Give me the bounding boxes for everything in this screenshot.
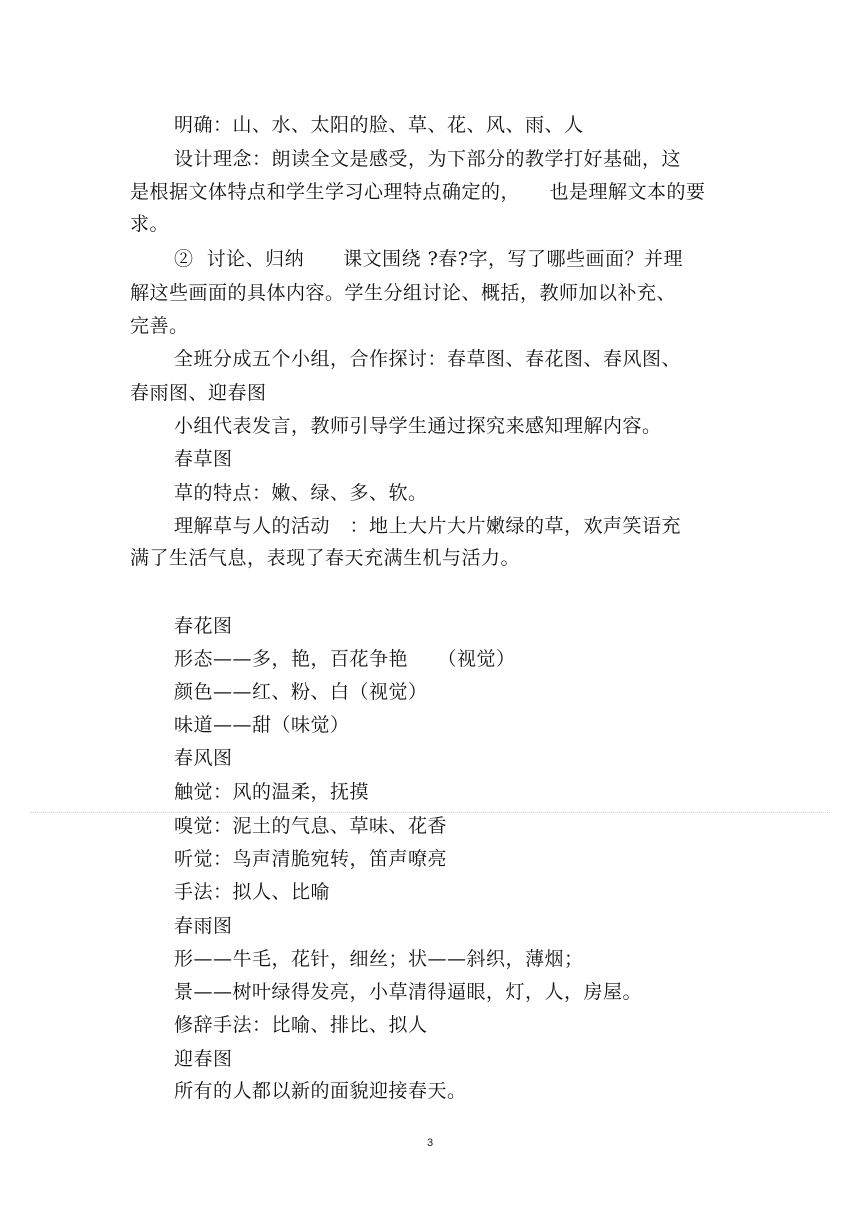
text-line: 听觉：鸟声清脆宛转，笛声嘹亮: [174, 848, 448, 870]
text-line: 满了生活气息，表现了春天充满生机与活力。: [130, 547, 521, 569]
text-line: 解这些画面的具体内容。学生分组讨论、概括，教师加以补充、: [130, 282, 677, 304]
text-line: 求。: [130, 213, 170, 235]
text-line: 是根据文体特点和学生学习心理特点确定的， 也是理解文本的要: [130, 181, 706, 203]
section-heading: 春雨图: [174, 915, 233, 937]
text-line: 嗅觉：泥土的气息、草味、花香: [174, 815, 448, 837]
text-line: 手法：拟人、比喻: [174, 881, 331, 903]
section-heading: 春风图: [174, 747, 233, 769]
text-line: 草的特点：嫩、绿、多、软。: [174, 482, 428, 504]
text-line: 形——牛毛，花针，细丝；状——斜织，薄烟；: [174, 948, 584, 970]
text-line: 形态——多，艳，百花争艳 （视觉）: [174, 648, 516, 670]
section-heading: 迎春图: [174, 1048, 233, 1070]
text-line: 触觉：风的温柔，抚摸: [174, 781, 370, 803]
text-line: 味道——甜（味觉）: [174, 714, 350, 736]
text-line: 颜色——红、粉、白（视觉）: [174, 681, 428, 703]
text-line: 明确：山、水、太阳的脸、草、花、风、雨、人: [174, 114, 584, 136]
page-divider: [30, 812, 830, 813]
text-line: 所有的人都以新的面貌迎接春天。: [174, 1080, 467, 1102]
text-line: 景——树叶绿得发亮，小草清得逼眼，灯，人，房屋。: [174, 981, 643, 1003]
section-heading: 春花图: [174, 615, 233, 637]
text-line: 设计理念：朗读全文是感受，为下部分的教学打好基础，这: [174, 148, 682, 170]
text-line: 小组代表发言，教师引导学生通过探究来感知理解内容。: [174, 415, 662, 437]
text-line: 理解草与人的活动 ：地上大片大片嫩绿的草，欢声笑语充: [174, 515, 682, 537]
text-line: ② 讨论、归纳 课文围绕 ?春?字，写了哪些画面？并理: [174, 248, 683, 270]
page-number: 3: [426, 1137, 434, 1149]
text-line: 完善。: [130, 315, 189, 337]
text-line: 全班分成五个小组，合作探讨：春草图、春花图、春风图、: [174, 348, 682, 370]
section-heading: 春草图: [174, 448, 233, 470]
text-line: 修辞手法：比喻、排比、拟人: [174, 1014, 428, 1036]
text-line: 春雨图、迎春图: [130, 382, 267, 404]
